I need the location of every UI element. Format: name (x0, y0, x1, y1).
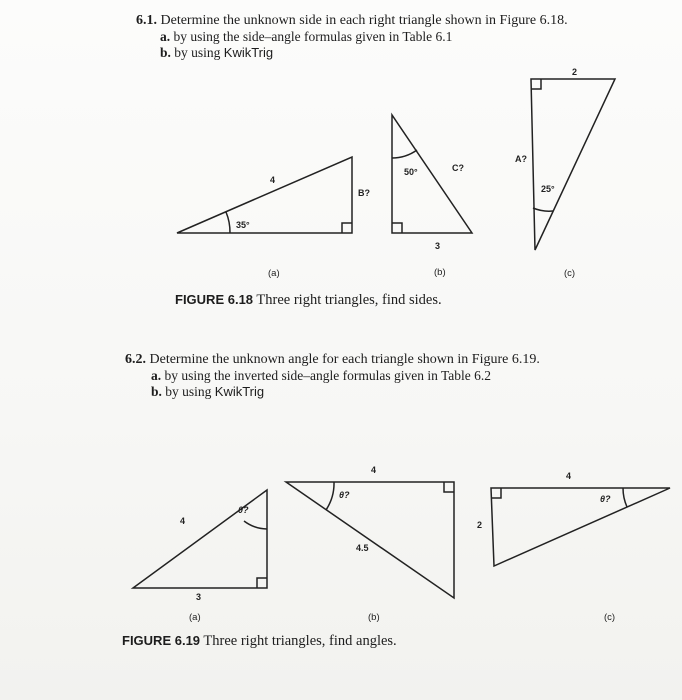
label-6-18-a-unknown: B? (358, 188, 370, 198)
panel-label-6-18-b: (b) (434, 267, 446, 278)
label-6-19-a-side: 4 (180, 516, 186, 526)
label-6-19-b-top: 4 (371, 465, 377, 475)
label-6-18-c-angle: 25° (541, 184, 555, 194)
figure-label: FIGURE 6.18 (175, 292, 254, 307)
figure-caption-text: Three right triangles, find angles. (203, 633, 397, 649)
label-6-19-a-base: 3 (196, 592, 202, 602)
label-6-18-b-angle: 50° (404, 167, 418, 177)
part-letter: b. (160, 45, 171, 60)
label-6-18-c-top: 2 (572, 67, 578, 77)
part-text: by using the inverted side–angle formulas given in Table 6.2 (164, 368, 491, 383)
part-text: by using the side–angle formulas given in Table 6.1 (173, 29, 453, 44)
panel-label-6-19-b: (b) (368, 612, 380, 623)
problem-6-2-part-b (151, 384, 264, 399)
problem-6-2-statement (125, 352, 540, 367)
panel-label-6-18-c: (c) (564, 268, 576, 279)
label-6-19-c-angle: θ? (600, 494, 611, 504)
label-6-19-b-hyp: 4.5 (356, 543, 369, 553)
figure-caption-text: Three right triangles, find sides. (256, 292, 442, 308)
figure-6-19-caption (122, 633, 397, 650)
panel-label-6-19-c: (c) (604, 612, 616, 623)
panel-label-6-19-a: (a) (189, 612, 201, 623)
triangle-6-19-c (491, 488, 670, 566)
label-6-18-b-base: 3 (435, 241, 441, 251)
part-letter: b. (151, 384, 162, 399)
label-6-19-a-angle: θ? (238, 505, 249, 515)
panel-label-6-18-a: (a) (268, 268, 280, 279)
part-letter: a. (160, 29, 171, 44)
part-text: by using (165, 384, 215, 399)
part-text: by using (174, 45, 224, 60)
figure-label: FIGURE 6.19 (122, 633, 201, 648)
label-6-18-c-unknown: A? (515, 154, 527, 164)
problem-6-2-part-a (151, 368, 491, 383)
label-6-18-a-hyp: 4 (270, 175, 276, 185)
problem-text: Determine the unknown side in each right triangle shown in Figure 6.18. (160, 13, 568, 28)
label-6-18-b-unknown: C? (452, 163, 464, 173)
label-6-18-a-angle: 35° (236, 220, 250, 230)
kwiktrig-name: KwikTrig (223, 45, 274, 60)
kwiktrig-name: KwikTrig (214, 384, 265, 399)
figure-6-18-caption (175, 292, 442, 309)
triangle-6-18-a (177, 157, 352, 233)
problem-number: 6.1. (136, 13, 157, 28)
part-letter: a. (151, 368, 162, 383)
triangle-6-19-b (286, 482, 454, 598)
label-6-19-c-top: 4 (566, 471, 572, 481)
problem-number: 6.2. (125, 352, 146, 367)
label-6-19-b-angle: θ? (339, 490, 350, 500)
triangle-6-18-c (531, 79, 615, 250)
label-6-19-b-side: 2 (477, 520, 483, 530)
problem-text: Determine the unknown angle for each triangle shown in Figure 6.19. (149, 352, 540, 367)
